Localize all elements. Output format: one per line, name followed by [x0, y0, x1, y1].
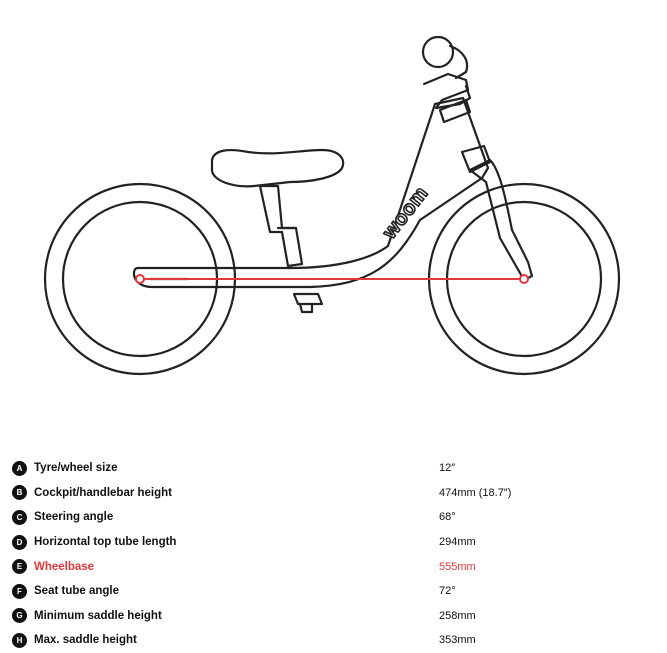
spec-row-a: [12, 456, 652, 481]
spec-value: 353mm: [439, 634, 476, 647]
frame: [134, 98, 488, 287]
spec-label: Wheelbase: [34, 560, 95, 573]
spec-row-b: [12, 481, 652, 506]
spec-label: Tyre/wheel size: [34, 462, 118, 475]
spec-label: Max. saddle height: [34, 634, 137, 647]
spec-value: 258mm: [439, 609, 476, 622]
spec-table: [12, 456, 652, 653]
spec-letter-badge: B: [12, 485, 27, 500]
spec-row-d: [12, 530, 652, 555]
footrest: [294, 294, 322, 312]
spec-value: 555mm: [439, 560, 476, 573]
brand-logo: woom: [378, 182, 433, 244]
spec-value: 68°: [439, 511, 456, 524]
spec-letter-badge: E: [12, 559, 27, 574]
spec-letter-badge: D: [12, 535, 27, 550]
spec-letter-badge: G: [12, 608, 27, 623]
saddle: [212, 150, 343, 186]
spec-label: Minimum saddle height: [34, 609, 162, 622]
wheelbase-indicator: [136, 275, 528, 283]
fork: [470, 160, 532, 280]
spec-row-h: [12, 628, 652, 653]
handlebar-stem: [424, 74, 470, 108]
spec-row-e: [12, 554, 652, 579]
handlebar-grip: [423, 37, 467, 78]
spec-letter-badge: A: [12, 461, 27, 476]
spec-row-g: [12, 604, 652, 629]
spec-value: 12″: [439, 462, 456, 475]
spec-letter-badge: C: [12, 510, 27, 525]
spec-label: Steering angle: [34, 511, 114, 524]
spec-label: Seat tube angle: [34, 585, 119, 598]
spec-value: 474mm (18.7″): [439, 486, 512, 499]
spec-value: 294mm: [439, 536, 476, 549]
spec-row-f: [12, 579, 652, 604]
spec-letter-badge: F: [12, 584, 27, 599]
spec-label: Horizontal top tube length: [34, 536, 177, 549]
spec-row-c: [12, 505, 652, 530]
spec-letter-badge: H: [12, 633, 27, 648]
spec-label: Cockpit/handlebar height: [34, 486, 173, 499]
seat-post: [260, 186, 302, 266]
spec-value: 72°: [439, 585, 456, 598]
